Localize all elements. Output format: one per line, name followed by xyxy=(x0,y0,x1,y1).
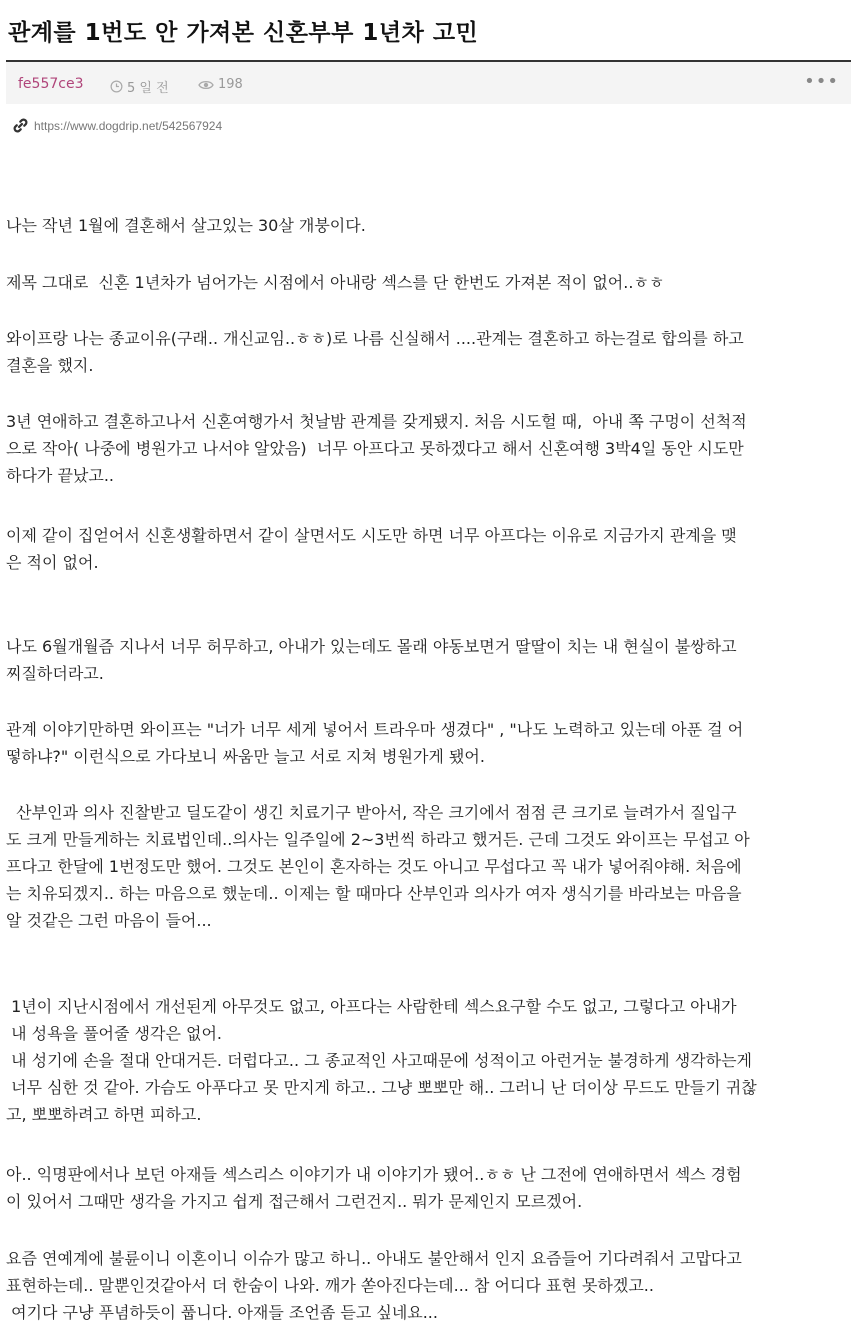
post-title: 관계를 1번도 안 가져본 신혼부부 1년차 고민 xyxy=(8,20,479,46)
post-time xyxy=(110,77,169,96)
post-views xyxy=(198,77,243,92)
eye-icon xyxy=(198,79,214,91)
views-count: 198 xyxy=(218,77,243,92)
body-paragraph: 제목 그대로 신혼 1년차가 넘어가는 시점에서 아내랑 섹스를 단 한번도 가져본 적이 없어..ㅎㅎ xyxy=(6,273,665,292)
body-paragraph: 나는 작년 1월에 결혼해서 살고있는 30살 개붕이다. xyxy=(6,216,366,235)
clock-icon xyxy=(110,80,123,93)
body-paragraph: 3년 연애하고 결혼하고나서 신혼여행가서 첫날밤 관계를 갖게됐지. 처음 시도헐 때, 아내 쪽 구멍이 선척적 으로 작아( 나중에 병원가고 나서야 알았음) 너무 아프다고 못하겠다고 해서 신혼여행 3박4일 동안 시도만 하다가 끝났고.. xyxy=(6,412,747,485)
body-paragraph: 이제 같이 집얻어서 신혼생활하면서 같이 살면서도 시도만 하면 너무 아프다는 이유로 지금가지 관계을 맺 은 적이 없어. xyxy=(6,526,737,572)
body-paragraph: 요즘 연예계에 불륜이니 이혼이니 이슈가 많고 하니.. 아내도 불안해서 인지 요즘들어 기다려줘서 고맙다고 표현하는데.. 말뿐인것같아서 더 한숨이 나와. 깨가 쏟아진다는데... 참 어디다 표현 못하겠고.. 여기다 구냥 푸념하듯이 풉니다. 아재들 조언좀 듣고 싶네요... xyxy=(6,1249,742,1322)
body-paragraph: 아.. 익명판에서나 보던 아재들 섹스리스 이야기가 내 이야기가 됐어..ㅎㅎ 난 그전에 연애하면서 섹스 경험 이 있어서 그때만 생각을 가지고 쉽게 접근해서 그런건지.. 뭐가 문제인지 모르겠어. xyxy=(6,1165,742,1211)
more-options-button[interactable]: ••• xyxy=(804,71,839,92)
author-link[interactable]: fe557ce3 xyxy=(18,76,84,92)
body-paragraph: 나도 6월개월즘 지나서 너무 허무하고, 아내가 있는데도 몰래 야동보면거 딸딸이 치는 내 현실이 불쌍하고 찌질하더라고. xyxy=(6,637,737,683)
body-paragraph: 와이프랑 나는 종교이유(구래.. 개신교임..ㅎㅎ)로 나름 신실해서 ....관계는 결혼하고 하는걸로 합의를 하고 결혼을 했지. xyxy=(6,329,744,375)
post-url-row xyxy=(12,117,222,134)
body-paragraph: 산부인과 의사 진찰받고 딜도같이 생긴 치료기구 받아서, 작은 크기에서 점점 큰 크기로 늘려가서 질입구 도 크게 만들게하는 치료법인데..의사는 일주일에 2~3번씩 하라고 했거든. 근데 그것도 와이프는 무섭고 아 프다고 한달에 1번정도만 했어. 그것도 본인이 혼자하는 것도 아니고 무섭다고 꼭 내가 넣어줘야해. 처음에 는 치유되겠지.. 하는 마음으로 했눈데.. 이제는 할 때마다 산부인과 의사가 여자 생식기를 바라보는 마음을 알 것같은 그런 마음이 들어... xyxy=(6,803,750,930)
body-paragraph: 관계 이야기만하면 와이프는 "너가 너무 세게 넣어서 트라우마 생겼다" , "나도 노력하고 있는데 아푼 걸 어 떻하냐?" 이런식으로 가다보니 싸움만 늘고 서로 지쳐 병원가게 됐어. xyxy=(6,720,744,766)
post-meta-bar xyxy=(6,60,851,104)
link-icon xyxy=(12,117,29,134)
post-url-link[interactable]: https://www.dogdrip.net/542567924 xyxy=(34,118,223,133)
post-time-text: 5 일 전 xyxy=(127,81,169,96)
body-paragraph: 1년이 지난시점에서 개선된게 아무것도 없고, 아프다는 사람한테 섹스요구할 수도 없고, 그렇다고 아내가 내 성욕을 풀어줄 생각은 없어. 내 성기에 손을 절대 안대거든. 더럽다고.. 그 종교적인 사고때문에 성적이고 아런거눈 불경하게 생각하는게 너무 심한 것 같아. 가슴도 아푸다고 못 만지게 하고.. 그냥 뽀뽀만 해.. 그러니 난 더이상 무드도 만들기 귀찮 고, 뽀뽀하려고 하면 피하고. xyxy=(6,997,757,1124)
